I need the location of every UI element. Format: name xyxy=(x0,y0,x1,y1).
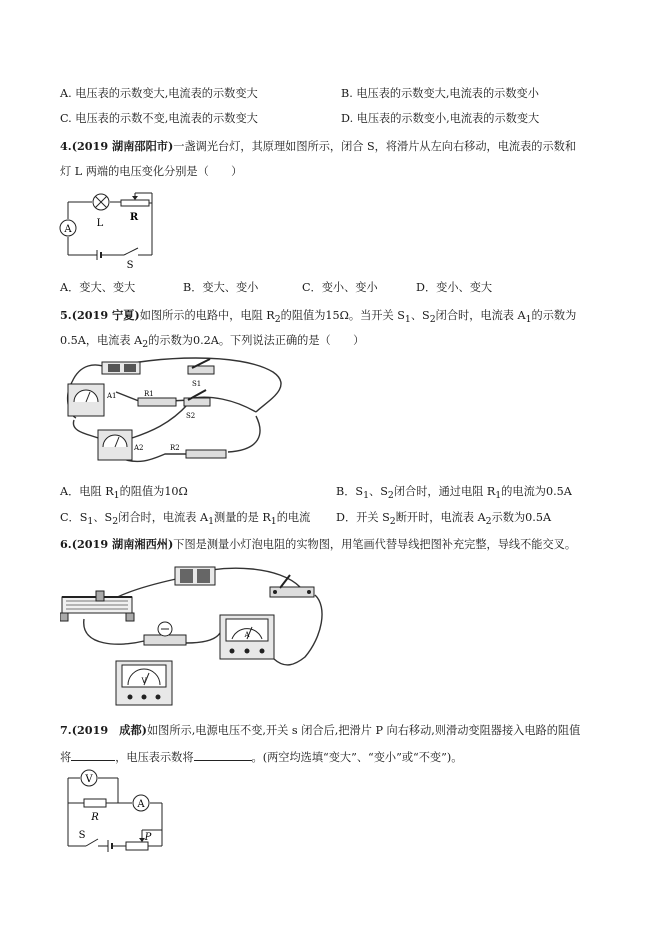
q3-option-b: B. 电压表的示数变大,电流表的示数变小 xyxy=(341,87,539,100)
q5-stem-text: 、S xyxy=(410,309,430,322)
q5-option-text: 的电流 xyxy=(276,511,311,524)
q5-option-text: D．开关 S xyxy=(336,511,390,524)
q5-option-text: 测量的是 R xyxy=(214,511,271,524)
q7-stem-line2 xyxy=(60,749,462,765)
q5-source: (2019 宁夏) xyxy=(71,308,140,322)
q5-option-text: 的电流为0.5A xyxy=(501,485,572,498)
q6-physical-circuit xyxy=(60,557,330,707)
q5-option-text: 、S xyxy=(369,485,388,498)
q5-option-text: 的阻值为10Ω xyxy=(119,485,188,498)
q7-stem-text: 将 xyxy=(60,751,72,764)
q5-battery xyxy=(102,362,140,374)
q7-stem-line1 xyxy=(60,723,580,738)
q7-answer-blank-2[interactable] xyxy=(194,749,252,761)
subscript: 2 xyxy=(387,490,394,502)
q3-option-a: A. 电压表的示数变大,电流表的示数变大 xyxy=(60,87,258,100)
q6-battery xyxy=(175,567,215,585)
q4-slider-arrow xyxy=(132,196,138,200)
q6-voltmeter-label: V xyxy=(141,677,147,685)
subscript: 2 xyxy=(112,516,119,528)
q5-option-text: 闭合时，通过电阻 R xyxy=(393,485,496,498)
q7-ammeter-label: A xyxy=(137,799,145,810)
subscript: 1 xyxy=(495,490,502,502)
q6-stem: 下图是测量小灯泡电阻的实物图，用笔画代替导线把图补充完整，导线不能交叉。 xyxy=(173,538,577,551)
subscript: 1 xyxy=(270,516,277,528)
subscript: 1 xyxy=(363,490,370,502)
q7-voltmeter xyxy=(81,770,97,786)
q4-stem-line2: 灯 L 两端的电压变化分别是（ ） xyxy=(60,165,243,178)
q7-stem-text: 。(两空均选填“变大”、“变小”或“不变”)。 xyxy=(251,751,463,764)
q6-lamp xyxy=(144,622,186,645)
subscript: 1 xyxy=(113,490,120,502)
q4-source: (2019 湖南邵阳市) xyxy=(71,139,174,153)
q5-ammeter-a2 xyxy=(98,430,144,460)
q5-stem-text: 0.5A，电流表 A xyxy=(60,334,143,347)
q4-option-a: A．变大、变大 xyxy=(60,281,136,294)
q6-stem-line xyxy=(60,537,576,552)
q5-r1-label: R1 xyxy=(144,390,154,398)
q7-number: 7. xyxy=(60,723,72,737)
q5-a2-label: A2 xyxy=(134,444,144,452)
subscript: 2 xyxy=(429,314,436,326)
q6-ammeter-label: A xyxy=(244,631,250,639)
q5-stem-text: 的示数为0.2A。下列说法正确的是（ ） xyxy=(148,334,365,347)
q6-rheostat xyxy=(60,591,134,621)
q5-option-text: C．S xyxy=(60,511,88,524)
subscript: 2 xyxy=(142,339,149,351)
q4-stem-line1 xyxy=(60,139,576,154)
subscript: 1 xyxy=(404,314,411,326)
q5-stem-line1 xyxy=(60,308,576,327)
q4-number: 4. xyxy=(60,139,72,153)
q6-ammeter xyxy=(220,615,274,659)
q6-switch xyxy=(270,575,314,597)
q7-circuit-diagram xyxy=(62,768,172,858)
q5-option-a xyxy=(60,484,188,503)
q5-s1-label: S1 xyxy=(192,380,202,388)
q6-voltmeter xyxy=(116,661,172,705)
q5-option-text: B．S xyxy=(336,485,364,498)
q5-option-text: A．电阻 R xyxy=(60,485,114,498)
subscript: 2 xyxy=(389,516,396,528)
q5-stem-text: 如图所示的电路中，电阻 R xyxy=(139,309,275,322)
q4-lamp-label: L xyxy=(96,218,104,229)
q7-slider-label: P xyxy=(144,832,152,843)
q4-option-d: D．变小、变大 xyxy=(416,281,493,294)
q5-physical-circuit xyxy=(60,354,305,474)
q5-option-text: 断开时，电流表 A xyxy=(395,511,486,524)
q4-rheostat-label: R xyxy=(129,212,139,223)
q5-option-d xyxy=(336,510,551,529)
q4-ammeter-label: A xyxy=(64,224,72,235)
q5-resistor-r1 xyxy=(138,390,176,406)
q3-option-d: D. 电压表的示数变小,电流表的示数变大 xyxy=(341,112,540,125)
q5-option-c xyxy=(60,510,310,529)
q6-source: (2019 湖南湘西州) xyxy=(71,537,174,551)
q4-circuit-diagram xyxy=(58,190,158,270)
q5-switch-s1 xyxy=(188,359,214,388)
q4-stem: 一盏调光台灯，其原理如图所示，闭合 S，将滑片从左向右移动，电流表的示数和 xyxy=(173,140,577,153)
q7-voltmeter-label: V xyxy=(85,774,93,785)
q5-ammeter-a1 xyxy=(68,384,117,416)
subscript: 1 xyxy=(208,516,215,528)
q7-answer-blank-1[interactable] xyxy=(71,749,115,761)
q5-stem-text: 闭合时，电流表 A xyxy=(435,309,526,322)
q5-a1-label: A1 xyxy=(107,392,117,400)
q5-switch-s2 xyxy=(184,390,210,420)
q7-switch-label: S xyxy=(78,830,86,841)
q7-stem: 如图所示,电源电压不变,开关 s 闭合后,把滑片 P 向右移动,则滑动变阻器接入电路的阻值 xyxy=(146,724,581,737)
q7-stem-text: ，电压表示数将 xyxy=(115,751,194,764)
q3-option-c: C. 电压表的示数不变,电流表的示数变大 xyxy=(60,112,258,125)
q4-lamp xyxy=(93,194,109,210)
q5-r2-label: R2 xyxy=(170,444,180,452)
q7-ammeter xyxy=(133,795,149,811)
q7-resistor-label: R xyxy=(91,812,99,823)
q5-stem-line2 xyxy=(60,333,364,352)
q4-option-c: C．变小、变小 xyxy=(302,281,378,294)
q7-source: (2019 成都) xyxy=(71,723,147,737)
subscript: 1 xyxy=(87,516,94,528)
q5-option-text: 示数为0.5A xyxy=(491,511,552,524)
subscript: 1 xyxy=(525,314,532,326)
q5-stem-text: 的阻值为15Ω。当开关 S xyxy=(280,309,405,322)
q5-option-text: 、S xyxy=(93,511,113,524)
q5-option-text: 闭合时，电流表 A xyxy=(118,511,209,524)
subscript: 2 xyxy=(485,516,492,528)
q6-number: 6. xyxy=(60,537,72,551)
q5-resistor-r2 xyxy=(170,444,226,458)
subscript: 2 xyxy=(274,314,281,326)
q4-option-b: B．变大、变小 xyxy=(183,281,259,294)
q5-stem-text: 的示数为 xyxy=(531,309,577,322)
q5-number: 5. xyxy=(60,308,72,322)
q5-s2-label: S2 xyxy=(186,412,196,420)
q5-option-b xyxy=(336,484,572,503)
q4-switch-label: S xyxy=(126,260,134,270)
q4-ammeter xyxy=(60,220,76,236)
